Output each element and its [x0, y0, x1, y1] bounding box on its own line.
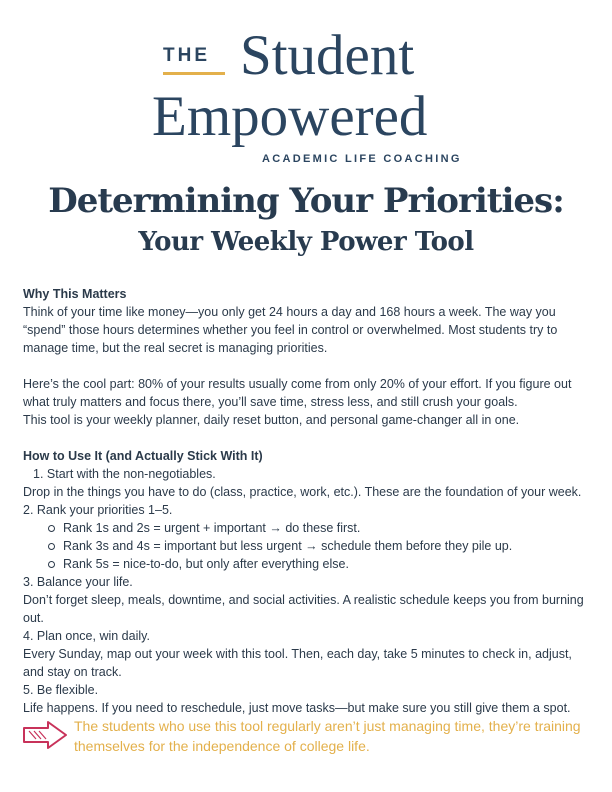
- step-3: 3. Balance your life.: [23, 575, 133, 589]
- logo-student: Student: [240, 24, 415, 87]
- step-1: 1. Start with the non-negotiables.: [33, 467, 216, 481]
- logo-underline: [163, 72, 225, 75]
- step-5-text: Life happens. If you need to reschedule, just move tasks—but make sure you still give them a spot.: [23, 701, 571, 715]
- content-body: [23, 285, 593, 717]
- list-item: Rank 5s = nice-to-do, but only after everything else.: [63, 555, 593, 573]
- step-4: 4. Plan once, win daily.: [23, 629, 150, 643]
- why-paragraph-2: Here’s the cool part: 80% of your results usually come from only 20% of your effort. If you figure out what truly matters and focus there, you’ll save time, stress less, and still crush your goals.: [23, 377, 572, 409]
- list-item: Rank 3s and 4s = important but less urgent → schedule them before they pile up.: [63, 537, 593, 555]
- callout-text: The students who use this tool regularly aren’t just managing time, they’re training themselves for the independence of college life.: [74, 718, 581, 754]
- step-1-text: Drop in the things you have to do (class, practice, work, etc.). These are the foundation of your week.: [23, 485, 582, 499]
- why-heading: Why This Matters: [23, 287, 127, 301]
- logo-empowered: Empowered: [152, 85, 428, 148]
- step-5: 5. Be flexible.: [23, 683, 99, 697]
- logo-tagline: ACADEMIC LIFE COACHING: [262, 153, 462, 165]
- why-paragraph-3: This tool is your weekly planner, daily reset button, and personal game-changer all in one.: [23, 413, 520, 427]
- logo-the: THE: [163, 45, 210, 66]
- step-2: 2. Rank your priorities 1–5.: [23, 503, 173, 517]
- spacer: [23, 357, 593, 375]
- how-heading: How to Use It (and Actually Stick With It): [23, 449, 263, 463]
- page-title: Determining Your Priorities:: [48, 181, 564, 221]
- page-subtitle: Your Weekly Power Tool: [138, 227, 474, 257]
- brand-logo: [0, 24, 612, 170]
- list-item: Rank 1s and 2s = urgent + important → do these first.: [63, 519, 593, 537]
- priority-bullets: [23, 519, 593, 573]
- step-4-text: Every Sunday, map out your week with this tool. Then, each day, take 5 minutes to check in, adjust, and stay on track.: [23, 647, 572, 679]
- spacer: [23, 429, 593, 447]
- arrow-icon: [21, 720, 69, 750]
- why-paragraph-1: Think of your time like money—you only get 24 hours a day and 168 hours a week. The way you “spend” those hours determines whether you feel in control or overwhelmed. Most students try to manage time, but the real secret is managing priorities.: [23, 305, 558, 355]
- step-3-text: Don’t forget sleep, meals, downtime, and social activities. A realistic schedule keeps you from burning out.: [23, 593, 584, 625]
